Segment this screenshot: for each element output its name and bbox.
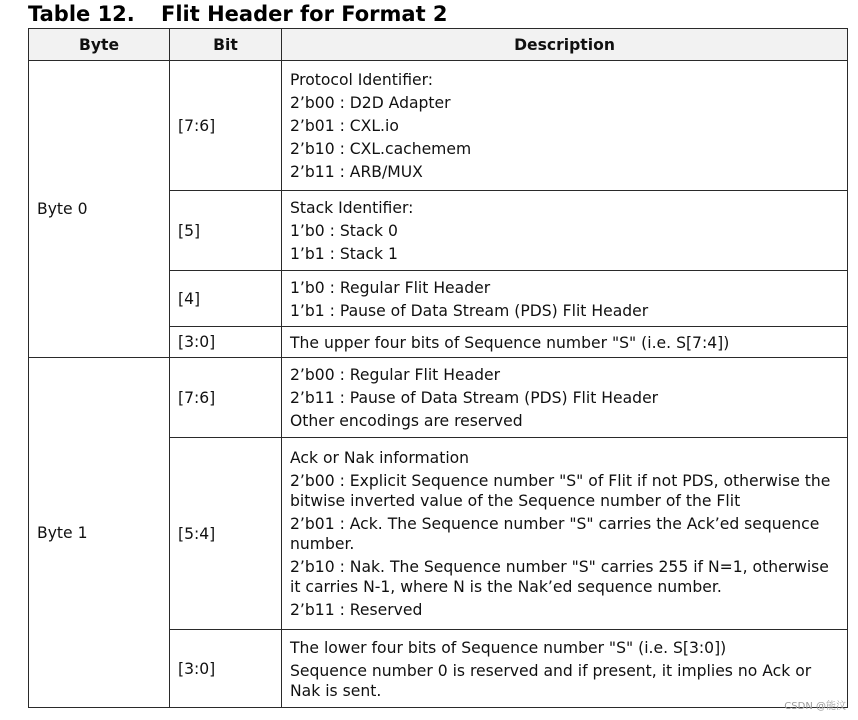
bit-cell: [5:4]: [170, 438, 282, 630]
description-cell: [282, 327, 848, 358]
description-cell: [282, 358, 848, 438]
table-number: Table 12.: [28, 2, 135, 26]
description-line: 2’b00 : D2D Adapter: [290, 94, 451, 112]
description-line: Stack Identifier:: [290, 199, 414, 217]
description-line: 2’b10 : CXL.cachemem: [290, 140, 472, 158]
byte-cell: Byte 0: [29, 61, 170, 358]
description-line: Other encodings are reserved: [290, 412, 523, 430]
description-line: 2’b00 : Explicit Sequence number "S" of Flit if not PDS, otherwise the bitwise inverted value of the Sequence number of the Flit: [290, 472, 831, 510]
description-line: 2’b01 : Ack. The Sequence number "S" carries the Ack’ed sequence number.: [290, 515, 820, 553]
description-line: 2’b10 : Nak. The Sequence number "S" carries 255 if N=1, otherwise it carries N-1, where N is the Nak’ed sequence number.: [290, 558, 829, 596]
table-row: [29, 61, 848, 191]
description-line: The lower four bits of Sequence number "S" (i.e. S[3:0]): [290, 638, 727, 657]
table-row: [29, 358, 848, 438]
description-line: 1’b1 : Stack 1: [290, 245, 398, 263]
description-cell: [282, 61, 848, 191]
description-line: 1’b1 : Pause of Data Stream (PDS) Flit Header: [290, 301, 649, 320]
description-line: Protocol Identifier:: [290, 71, 434, 89]
description-line: 2’b00 : Regular Flit Header: [290, 366, 501, 384]
bit-cell: [5]: [170, 191, 282, 271]
description-line: Sequence number 0 is reserved and if present, it implies no Ack or Nak is sent.: [290, 661, 812, 700]
description-cell: [282, 191, 848, 271]
description-line: The upper four bits of Sequence number "S" (i.e. S[7:4]): [290, 333, 730, 352]
description-cell: [282, 630, 848, 708]
bit-cell: [3:0]: [170, 327, 282, 358]
flit-header-table: [28, 28, 848, 708]
header-bit: Bit: [170, 29, 282, 61]
description-cell: [282, 271, 848, 327]
bit-cell: [7:6]: [170, 358, 282, 438]
description-line: 2’b01 : CXL.io: [290, 117, 399, 135]
watermark: CSDN @能汶: [784, 701, 846, 712]
description-line: 2’b11 : Reserved: [290, 601, 423, 619]
description-line: 2’b11 : Pause of Data Stream (PDS) Flit Header: [290, 389, 659, 407]
description-line: Ack or Nak information: [290, 449, 470, 467]
description-cell: [282, 438, 848, 630]
table-title-text: Flit Header for Format 2: [161, 2, 448, 26]
bit-cell: [4]: [170, 271, 282, 327]
header-byte: Byte: [29, 29, 170, 61]
description-line: 2’b11 : ARB/MUX: [290, 163, 423, 181]
bit-cell: [3:0]: [170, 630, 282, 708]
header-row: [29, 29, 848, 61]
description-line: 1’b0 : Stack 0: [290, 222, 398, 240]
description-line: 1’b0 : Regular Flit Header: [290, 278, 491, 297]
table-title: [28, 0, 448, 28]
byte-cell: Byte 1: [29, 358, 170, 708]
header-description: Description: [282, 29, 848, 61]
bit-cell: [7:6]: [170, 61, 282, 191]
